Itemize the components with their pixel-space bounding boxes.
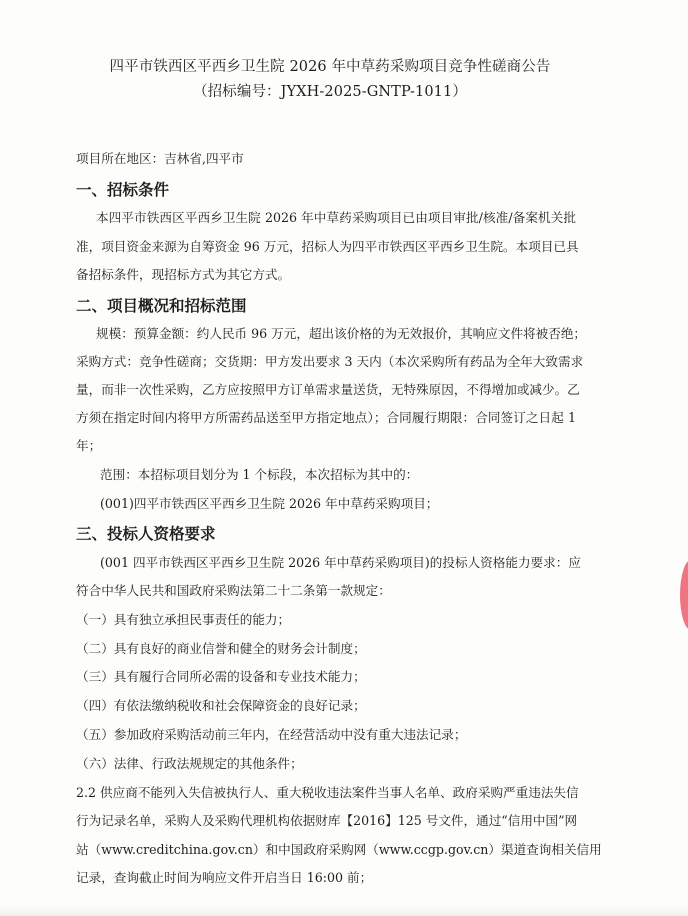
- section3-line-9: 2.2 供应商不能列入失信被执行人、重大税收违法案件当事人名单、政府采购严重违法失信: [76, 785, 579, 800]
- section3-line-1: (001 四平市铁西区平西乡卫生院 2026 年中草药采购项目)的投标人资格能力要求：应: [100, 555, 581, 570]
- section1-line-1: 本四平市铁西区平西乡卫生院 2026 年中草药采购项目已由项目审批/核准/备案机关批: [96, 210, 576, 225]
- section2-line-2: 采购方式：竞争性磋商；交货期：甲方发出要求 3 天内（本次采购所有药品为全年大致需求: [76, 354, 584, 369]
- section-heading-3: 三、投标人资格要求: [76, 525, 216, 543]
- section-heading-1: 一、招标条件: [76, 181, 170, 199]
- qualification-2: （二）具有良好的商业信誉和健全的财务会计制度；: [76, 641, 366, 656]
- section2-line-1: 规模：预算金额：约人民币 96 万元，超出该价格的为无效报价，其响应文件将被否绝；: [96, 326, 587, 341]
- document-title: 四平市铁西区平西乡卫生院 2026 年中草药采购项目竞争性磋商公告: [109, 59, 551, 75]
- section2-line-3: 量，而非一次性采购，乙方应按照甲方订单需求量送货，无特殊原因，不得增加或减少。乙: [76, 382, 580, 397]
- red-seal-edge: [680, 560, 688, 630]
- qualification-6: （六）法律、行政法规规定的其他条件；: [76, 756, 303, 771]
- qualification-1: （一）具有独立承担民事责任的能力；: [76, 612, 291, 627]
- section2-line-4: 方须在指定时间内将甲方所需药品送至甲方指定地点）；合同履行期限：合同签订之日起 1: [76, 410, 576, 425]
- qualification-5: （五）参加政府采购活动前三年内，在经营活动中没有重大违法记录；: [76, 727, 467, 742]
- section3-line-2: 符合中华人民共和国政府采购法第二十二条第一款规定：: [76, 583, 391, 598]
- section3-line-10: 行为记录名单，采购人及采购代理机构依据财库【2016】125 号文件，通过“信用中国”网: [76, 813, 578, 828]
- section-heading-2: 二、项目概况和招标范围: [76, 297, 247, 315]
- bid-number: （招标编号：JYXH-2025-GNTP-1011）: [193, 84, 467, 100]
- section1-line-2: 准，项目资金来源为自筹资金 96 万元，招标人为四平市铁西区平西乡卫生院。本项目已具: [76, 239, 579, 254]
- section2-line-5: 年；: [76, 438, 102, 453]
- section2-line-7: (001)四平市铁西区平西乡卫生院 2026 年中草药采购项目；: [100, 496, 439, 511]
- section1-line-3: 备招标条件，现招标方式为其它方式。: [76, 267, 291, 282]
- qualification-4: （四）有依法缴纳税收和社会保障资金的良好记录；: [76, 698, 366, 713]
- scan-bottom-edge: [0, 906, 688, 916]
- qualification-3: （三）具有履行合同所必需的设备和专业技术能力；: [76, 669, 366, 684]
- section3-line-11: 站（www.creditchina.gov.cn）和中国政府采购网（www.ccgp.gov.cn）渠道查询相关信用: [76, 842, 602, 857]
- section3-line-12: 记录，查询截止时间为响应文件开启当日 16:00 前；: [76, 870, 373, 885]
- project-location: 项目所在地区：吉林省,四平市: [76, 151, 244, 166]
- section2-line-6: 范围：本招标项目划分为 1 个标段，本次招标为其中的：: [100, 467, 419, 482]
